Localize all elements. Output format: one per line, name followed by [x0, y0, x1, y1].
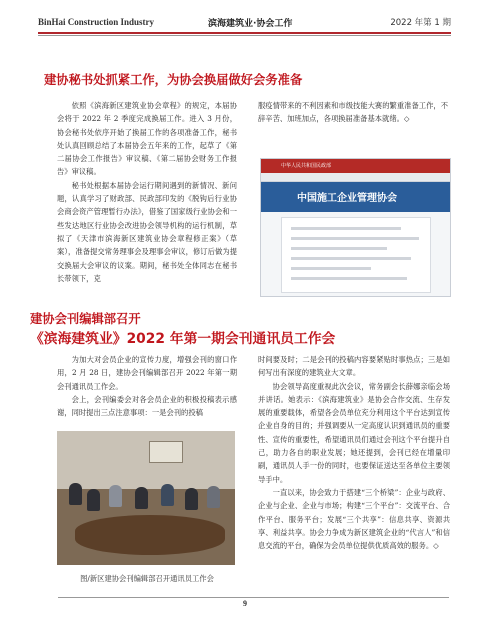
screenshot-topbar [261, 159, 450, 173]
page-header [38, 14, 451, 32]
article2-paragraph-5: 一直以来，协会致力于搭建“三个桥梁”：企业与政府、企业与企业、企业与市场；构建“三个平台”：交流平台、合作平台、服务平台；发展“三个共享”：信息共享、资源共享、利益共享。协会力争成为新区建筑企业的“代言人”和信息交流的平台，确保为会员单位提供优质高效的服务。◇ [258, 487, 450, 551]
photo-person [87, 489, 100, 511]
article2-left-column [57, 353, 237, 419]
photo-table [75, 515, 225, 555]
screenshot-brand: 中国施工企业管理协会 [297, 193, 397, 204]
screenshot-line [291, 237, 419, 240]
article1-paragraph-1: 依照《滨海新区建筑业协会章程》的规定，本届协会将于 2022 年 2 季度完成换届工作。进入 3 月份，协会秘书处依序开始了换届工作的各项准备工作，秘书处认真回顾总结了本届协会五年来的工作，起草了《第二届协会工作报告》审议稿、《第二届协会财务工作报告》审议稿。 [57, 101, 237, 177]
screenshot-line [291, 247, 387, 250]
page-number: 9 [243, 599, 247, 608]
article2-title-line2: 《滨海建筑业》2022 年第一期会刊通讯员工作会 [30, 331, 336, 347]
screenshot-navbar [261, 173, 450, 182]
photo-screen [149, 441, 183, 463]
article2-right-column [258, 353, 450, 552]
screenshot-line [291, 257, 411, 260]
photo-caption: 图/新区建协会刊编辑部召开通讯员工作会 [80, 574, 214, 583]
meeting-photo [57, 431, 235, 565]
article1-paragraph-2: 秘书处根据本届协会运行期间遇到的新情况、新问题，认真学习了财政部、民政部印发的《脱钩后行业协会商会资产管理暂行办法》，借鉴了国家级行业协会和一些发达地区行业协会改进协会领导机构的运行机制，草拟了《天津市滨海新区建筑业协会章程修正案》（草案），准备提交常务理事会及理事会审议，修订后做为提交换届大会审议的议案。期间，秘书处全体同志在秘书长带领下，克 [57, 180, 237, 283]
article2-paragraph-3: 时间要及时；二是会刊的投稿内容要紧贴时事热点；三是如何写出有深度的建筑业大文章。 [258, 355, 450, 378]
screenshot-line [291, 227, 401, 230]
article2-paragraph-2: 会上，会刊编委会对各会员企业的积极投稿表示感谢，同时提出三点注意事项：一是会刊的投稿 [57, 394, 237, 418]
issue-number: 2022 年第 1 期 [390, 18, 451, 28]
article2-paragraph-1: 为加大对会员企业的宣传力度，增强会刊的窗口作用，2 月 28 日，建协会刊编辑部召开 2022 年第一期会刊通讯员工作会。 [57, 355, 237, 391]
article1-left-column [57, 99, 237, 285]
article1-right-column [258, 99, 448, 126]
section-name: 滨海建筑业·协会工作 [208, 19, 293, 29]
website-screenshot-image [260, 158, 451, 297]
photo-person [109, 485, 122, 507]
screenshot-topbar-text: 中华人民共和国民政部 [281, 163, 332, 169]
article1-title: 建协秘书处抓紧工作，为协会换届做好会务准备 [44, 73, 303, 87]
photo-person [161, 484, 174, 506]
screenshot-line [291, 267, 371, 270]
screenshot-line [291, 277, 407, 280]
photo-person [69, 483, 82, 505]
header-rule [38, 32, 451, 34]
photo-wall [57, 431, 235, 489]
header-rule-thin [38, 35, 451, 36]
article2-title-line1: 建协会刊编辑部召开 [30, 312, 141, 326]
journal-name: BinHai Construction Industry [38, 17, 155, 27]
photo-person [135, 487, 148, 509]
photo-person [207, 486, 220, 508]
footer-rule [58, 597, 449, 598]
article2-paragraph-4: 协会领导高度重视此次会议，常务副会长薛娜亲临会场并讲话。她表示：《滨海建筑业》是协会合作交流、生存发展的重要载体，希望各会员单位充分利用这个平台达到宣传企业自身的目的；并强调要从一定高度认识到通讯员的重要性、宣传的重要性，希望通讯员们通过会刊这个平台提升自己，助力各自的职业发展；她还提到，会刊已经在增量印刷，通讯员人手一份的同时，也要保证送达至各单位主要领导手中。 [258, 381, 450, 484]
article1-paragraph-3: 服疫情带来的不利因素和市级技能大赛的繁重准备工作，不辞辛苦、加班加点，各项换届准备基本就绪。◇ [258, 101, 448, 124]
photo-person [185, 488, 198, 510]
